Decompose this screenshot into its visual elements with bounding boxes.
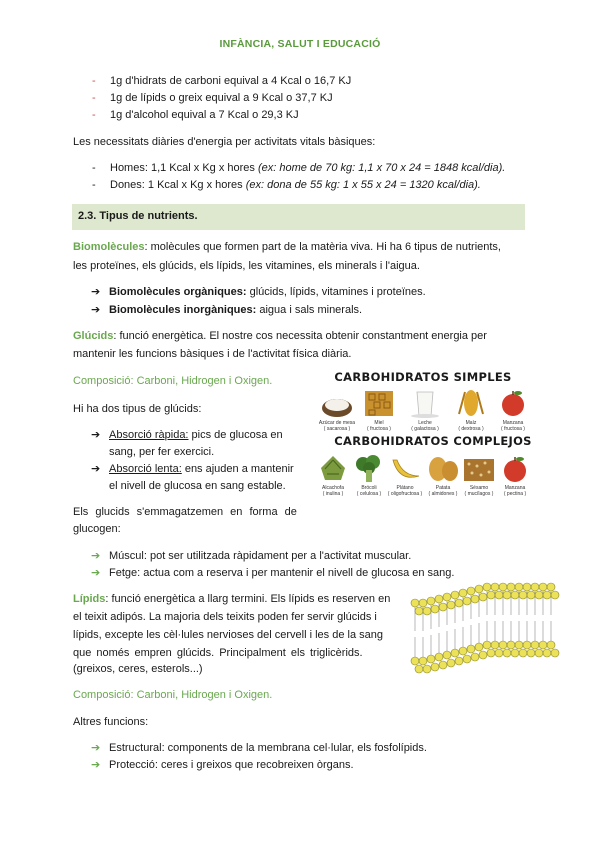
honey-icon <box>359 388 399 418</box>
lipids-other-intro: Altres funcions: <box>73 716 149 728</box>
broccoli-icon <box>349 454 389 484</box>
list-dash: - <box>92 162 96 174</box>
milk-glass-icon <box>405 388 445 418</box>
apple-icon <box>493 388 533 418</box>
biomolecule-item: Biomolècules orgàniques: glúcids, lípids, vitamines i proteïnes. <box>109 286 426 298</box>
lipids-other-item: Protecció: ceres i greixos que recobreixen òrgans. <box>109 759 354 771</box>
section-title: 2.3. Tipus de nutrients. <box>78 210 198 222</box>
storage-item: Múscul: pot ser utilitzada ràpidament per a l'activitat muscular. <box>109 550 412 562</box>
food-label: Patata ( almidones ) <box>428 485 458 497</box>
banana-icon <box>385 454 425 484</box>
lipids-composition: Composició: Carboni, Hidrogen i Oxigen. <box>73 689 273 701</box>
biomolecules-para-line2: les proteïnes, els glúcids, els lípids, les vitamines, els minerals i l'aigua. <box>73 260 420 272</box>
glucids-para-line1: Glúcids: funció energètica. El nostre cos necessita obtenir constantment energia per <box>73 330 487 342</box>
carbo-simple-title: CARBOHIDRATOS SIMPLES <box>334 370 512 384</box>
glucids-composition: Composició: Carboni, Hidrogen i Oxigen. <box>73 375 273 387</box>
lipids-para-line: el teixit adipós. La majoria dels teixits poden fer servir glúcids i <box>73 611 377 623</box>
sugar-bowl-icon <box>317 390 357 420</box>
food-label: Azúcar de mesa ( sacarosa ) <box>318 420 356 432</box>
arrow-bullet: ➔ <box>91 567 101 579</box>
needs-intro: Les necessitats diàries d'energia per activitats vitals bàsiques: <box>73 136 376 148</box>
food-label: Brócoli ( celulosa ) <box>356 485 382 497</box>
lipids-para-line1: Lípids: funció energètica a llarg termini. Els lípids es reserven en <box>73 593 391 605</box>
lipids-other-item: Estructural: components de la membrana cel·lular, els fosfolípids. <box>109 742 427 754</box>
arrow-bullet: ➔ <box>91 759 101 771</box>
arrow-bullet: ➔ <box>91 286 101 298</box>
artichoke-icon <box>313 454 353 484</box>
glucids-term: Glúcids <box>73 330 114 342</box>
corn-icon <box>451 388 491 418</box>
needs-item: Homes: 1,1 Kcal x Kg x hores (ex: home de 70 kg: 1,1 x 70 x 24 = 1848 kcal/dia). <box>110 162 506 174</box>
lipids-para-line: que només empren glúcids. Principalment els triglicèrids. <box>73 647 363 659</box>
list-dash: - <box>92 179 96 191</box>
arrow-bullet: ➔ <box>91 463 101 475</box>
list-dash: - <box>92 75 96 87</box>
food-label: Miel ( fructosa ) <box>367 420 391 432</box>
lipids-para-line: (greixos, ceres, esterols...) <box>73 663 203 675</box>
carbohydrates-figure <box>313 368 533 503</box>
arrow-bullet: ➔ <box>91 550 101 562</box>
glucid-type-slow-cont: el nivell de glucosa en sang estable. <box>109 480 286 492</box>
food-label: Leche ( galactosa ) <box>411 420 439 432</box>
food-label: Maíz ( dextrosa ) <box>458 420 484 432</box>
glucid-type-fast: Absorció ràpida: pics de glucosa en <box>109 429 283 441</box>
glucid-types-intro: Hi ha dos tipus de glúcids: <box>73 403 202 415</box>
needs-item: Dones: 1 Kcal x Kg x hores (ex: dona de 55 kg: 1 x 55 x 24 = 1320 kcal/dia). <box>110 179 481 191</box>
glucids-storage-line1: Els glucids s'emmagatzemen en forma de <box>73 506 297 518</box>
lipids-term: Lípids <box>73 593 106 605</box>
glucids-storage-line2: glucogen: <box>73 523 121 535</box>
glucid-type-fast-cont: sang, per fer exercici. <box>109 446 215 458</box>
biomolecules-para-line1: Biomolècules: molècules que formen part de la matèria viva. Hi ha 6 tipus de nutrients, <box>73 241 501 253</box>
biomolecule-item: Biomolècules inorgàniques: aigua i sals minerals. <box>109 304 363 316</box>
potato-icon <box>423 454 463 484</box>
food-label: Manzana ( pectina ) <box>503 485 527 497</box>
storage-item: Fetge: actua com a reserva i per mantenir el nivell de glucosa en sang. <box>109 567 455 579</box>
glucids-para-line2: mantenir les funcions bàsiques i de l'activitat física diària. <box>73 348 352 360</box>
food-label: Manzana ( fructosa ) <box>501 420 525 432</box>
food-label: Sésamo ( mucílagos ) <box>464 485 494 497</box>
arrow-bullet: ➔ <box>91 304 101 316</box>
section-heading <box>72 204 525 230</box>
glucid-type-slow: Absorció lenta: ens ajuden a mantenir <box>109 463 294 475</box>
food-label: Plátano ( oligofructosa ) <box>387 485 423 497</box>
page-header: INFÀNCIA, SALUT I EDUCACIÓ <box>219 38 381 50</box>
biomolecules-term: Biomolècules <box>73 241 145 253</box>
food-label: Alcachofa ( inulina ) <box>322 485 344 497</box>
energy-item: 1g de lípids o greix equival a 9 Kcal o 37,7 KJ <box>110 92 333 104</box>
energy-item: 1g d'alcohol equival a 7 Kcal o 29,3 KJ <box>110 109 299 121</box>
arrow-bullet: ➔ <box>91 742 101 754</box>
lipids-para-line: lípids, excepte les cèl·lules nervioses del cervell i les de la sang <box>73 629 383 641</box>
lipid-bilayer-icon <box>405 581 565 676</box>
arrow-bullet: ➔ <box>91 429 101 441</box>
apple-icon <box>495 454 535 484</box>
carbo-complex-title: CARBOHIDRATOS COMPLEJOS <box>334 434 532 448</box>
list-dash: - <box>92 92 96 104</box>
sesame-icon <box>459 454 499 484</box>
energy-item: 1g d'hidrats de carboni equival a 4 Kcal o 16,7 KJ <box>110 75 352 87</box>
list-dash: - <box>92 109 96 121</box>
